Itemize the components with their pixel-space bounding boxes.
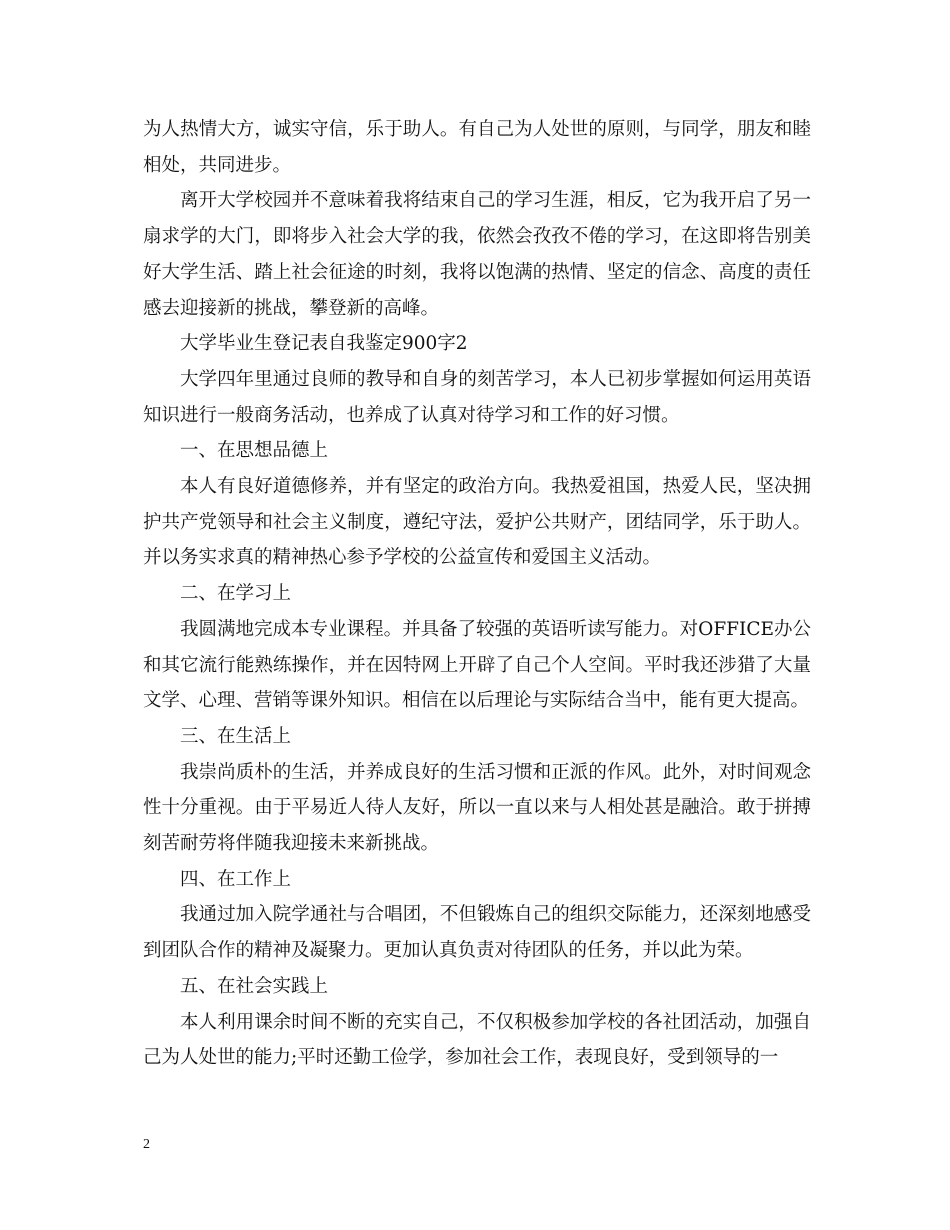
heading-work: 四、在工作上 xyxy=(180,868,292,890)
paragraph-5: 本人有良好道德修养，并有坚定的政治方向。我热爱祖国，热爱人民，坚决拥护共产党领导和社会主义制度，遵纪守法，爱护公共财产，团结同学，乐于助人。并以务实求真的精神热心参予学校的公益宣传和爱国主义活动。 xyxy=(143,476,811,569)
paragraph-9: 我崇尚质朴的生活，并养成良好的生活习惯和正派的作风。此外，对时间观念性十分重视。由于平易近人待人友好，所以一直以来与人相处甚是融洽。敢于拼搏刻苦耐劳将伴随我迎接未来新挑战。 xyxy=(143,761,811,855)
paragraph-3: 大学四年里通过良师的教导和自身的刻苦学习，本人已初步掌握如何运用英语知识进行一般商务活动，也养成了认真对待学习和工作的好习惯。 xyxy=(143,368,811,426)
paragraph-7: 我圆满地完成本专业课程。并具备了较强的英语听读写能力。对OFFICE办公和其它流行能熟练操作，并在因特网上开辟了自己个人空间。平时我还涉猎了大量文学、心理、营销等课外知识。相信在以后理论与实际结合当中，能有更大提高。 xyxy=(143,618,811,712)
page-number: 2 xyxy=(143,1137,150,1152)
heading-study: 二、在学习上 xyxy=(180,583,292,605)
section-title: 大学毕业生登记表自我鉴定900字2 xyxy=(180,333,468,355)
paragraph-0: 为人热情大方，诚实守信，乐于助人。有自己为人处世的原则，与同学，朋友和睦相处，共同进步。 xyxy=(143,119,811,176)
paragraph-1: 离开大学校园并不意味着我将结束自己的学习生涯，相反，它为我开启了另一扇求学的大门，即将步入社会大学的我，依然会孜孜不倦的学习，在这即将告别美好大学生活、踏上社会征途的时刻，我将以饱满的热情、坚定的信念、高度的责任感去迎接新的挑战，攀登新的高峰。 xyxy=(143,190,811,319)
heading-practice: 五、在社会实践上 xyxy=(180,975,329,997)
document-body xyxy=(143,112,811,1076)
heading-life: 三、在生活上 xyxy=(180,725,292,747)
heading-moral: 一、在思想品德上 xyxy=(180,440,329,462)
paragraph-13: 本人利用课余时间不断的充实自己，不仅积极参加学校的各社团活动，加强自己为人处世的能力;平时还勤工俭学，参加社会工作，表现良好，受到领导的一 xyxy=(143,1011,811,1069)
paragraph-11: 我通过加入院学通社与合唱团，不但锻炼自己的组织交际能力，还深刻地感受到团队合作的精神及凝聚力。更加认真负责对待团队的任务，并以此为荣。 xyxy=(143,904,811,962)
